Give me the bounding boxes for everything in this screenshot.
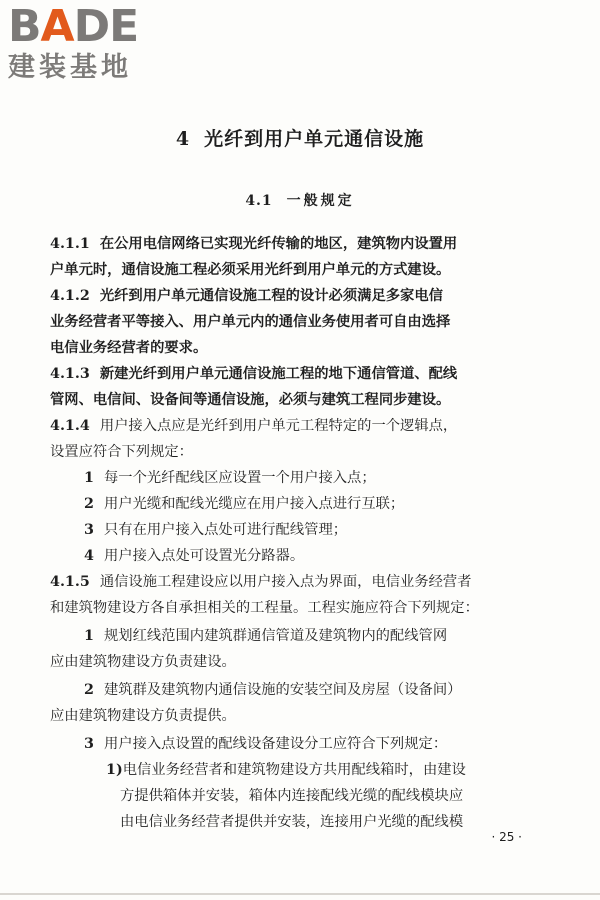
- item-number: 3: [84, 522, 94, 538]
- clause-text: 新建光纤到用户单元通信设施工程的地下通信管道、配线: [99, 366, 458, 382]
- item-text: 用户光缆和配线光缆应在用户接入点进行互联；: [104, 496, 405, 512]
- logo-wordmark: BADE: [8, 1, 139, 52]
- item-text: 每一个光纤配线区应设置一个用户接入点；: [104, 470, 376, 486]
- item-number: 3: [84, 736, 94, 752]
- list-item: [84, 494, 404, 514]
- clause-text-line: 户单元时，通信设施工程必须采用光纤到用户单元的方式建设。: [50, 262, 451, 278]
- clause-text-line: 和建筑物建设方各自承担相关的工程量。工程实施应符合下列规定：: [50, 600, 479, 616]
- clause-4-1-1: [50, 234, 457, 254]
- item-text: 只有在用户接入点处可进行配线管理；: [104, 522, 348, 538]
- item-number: 1: [84, 628, 94, 644]
- item-number: 2: [84, 496, 94, 512]
- clause-text: 在公用电信网络已实现光纤传输的地区，建筑物内设置用: [99, 236, 458, 252]
- clause-number: 4.1.3: [50, 366, 90, 382]
- section-number: 4.1: [245, 193, 273, 209]
- clause-text-line: 管网、电信间、设备间等通信设施，必须与建筑工程同步建设。: [50, 392, 451, 408]
- clause-4-1-4: [50, 416, 457, 436]
- page-number: · 25 ·: [491, 830, 522, 844]
- sub-item-text-line: 方提供箱体并安装，箱体内连接配线光缆的配线模块应: [120, 788, 464, 804]
- list-item: [84, 520, 347, 540]
- clause-number: 4.1.4: [50, 418, 90, 434]
- section-title-text: 一般规定: [286, 193, 355, 209]
- sub-item: [106, 760, 466, 780]
- item-text: 用户接入点处可设置光分路器。: [104, 548, 305, 564]
- list-item: [84, 734, 447, 754]
- item-text-line: 应由建筑物建设方负责提供。: [50, 708, 236, 724]
- bade-logo: [8, 1, 139, 84]
- section-title: [0, 190, 600, 210]
- item-text: 规划红线范围内建筑群通信管道及建筑物内的配线管网: [104, 628, 448, 644]
- sub-item-text-line: 由电信业务经营者提供并安装，连接用户光缆的配线模: [120, 814, 464, 830]
- list-item: [84, 680, 461, 700]
- chapter-title: [0, 124, 600, 151]
- clause-text: 用户接入点应是光纤到用户单元工程特定的一个逻辑点，: [99, 418, 458, 434]
- clause-number: 4.1.2: [50, 288, 90, 304]
- list-item: [84, 546, 304, 566]
- clause-text-line: 业务经营者平等接入、用户单元内的通信业务使用者可自由选择: [50, 314, 451, 330]
- item-text: 建筑群及建筑物内通信设施的安装空间及房屋（设备间）: [104, 682, 462, 698]
- sub-item-number: 1): [106, 762, 123, 778]
- clause-4-1-5: [50, 572, 472, 592]
- bottom-rule: [0, 893, 600, 895]
- logo-subtitle: 建装基地: [8, 52, 132, 83]
- clause-4-1-2: [50, 286, 443, 306]
- item-number: 4: [84, 548, 94, 564]
- clause-text: 通信设施工程建设应以用户接入点为界面，电信业务经营者: [99, 574, 472, 590]
- list-item: [84, 468, 376, 488]
- clause-number: 4.1.1: [50, 236, 90, 252]
- item-text-line: 应由建筑物建设方负责建设。: [50, 654, 236, 670]
- chapter-number: 4: [175, 128, 191, 150]
- clause-text-line: 电信业务经营者的要求。: [50, 340, 208, 356]
- clause-text-line: 设置应符合下列规定：: [50, 444, 193, 460]
- item-number: 1: [84, 470, 94, 486]
- clause-number: 4.1.5: [50, 574, 90, 590]
- sub-item-text: 电信业务经营者和建筑物建设方共用配线箱时，由建设: [122, 762, 466, 778]
- chapter-title-text: 光纤到用户单元通信设施: [204, 128, 425, 150]
- item-number: 2: [84, 682, 94, 698]
- item-text: 用户接入点设置的配线设备建设分工应符合下列规定：: [104, 736, 448, 752]
- clause-4-1-3: [50, 364, 457, 384]
- clause-text: 光纤到用户单元通信设施工程的设计必须满足多家电信: [99, 288, 443, 304]
- list-item: [84, 626, 447, 646]
